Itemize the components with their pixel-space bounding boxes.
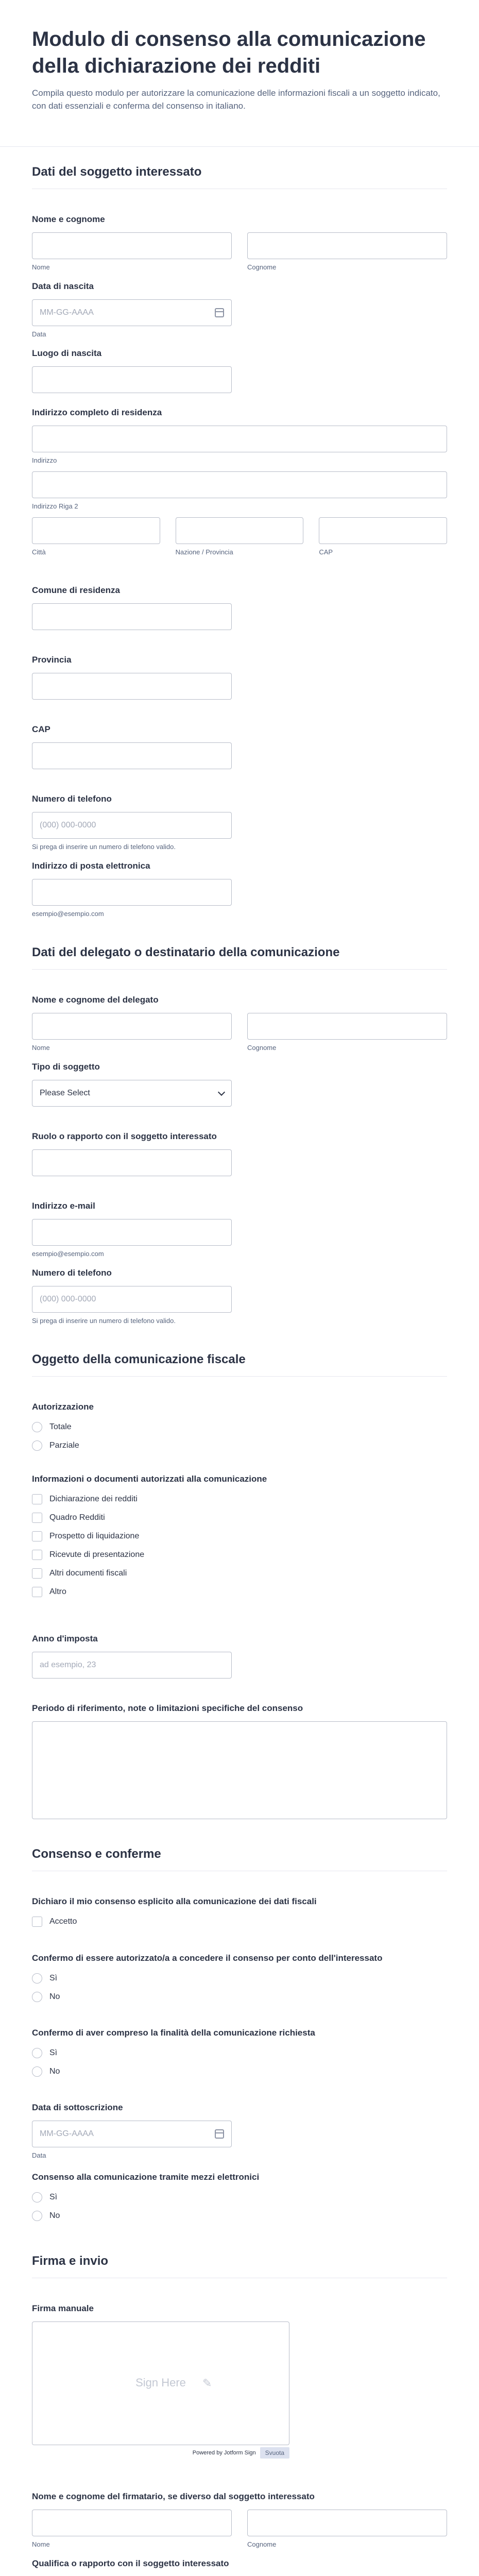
field-label: Consenso alla comunicazione tramite mezzi elettronici	[32, 2172, 260, 2182]
field-label: Nome e cognome del delegato	[32, 995, 159, 1005]
field-sign-date	[32, 2102, 447, 2159]
checkbox-box[interactable]	[32, 1494, 42, 1504]
comune-input[interactable]	[32, 603, 232, 630]
section-fiscal	[32, 1352, 447, 1377]
field-purpose	[32, 2027, 447, 2081]
date-placeholder: MM-GG-AAAA	[40, 2129, 94, 2138]
radio-circle[interactable]	[32, 2211, 42, 2221]
pen-icon: ✎	[202, 2377, 212, 2389]
field-label: Nome e cognome	[32, 214, 105, 224]
tax-year-input[interactable]	[32, 1652, 232, 1679]
field-label: Firma manuale	[32, 2303, 94, 2313]
checkbox-box[interactable]	[32, 1917, 42, 1927]
checkbox-option-accetto[interactable]	[32, 1912, 447, 1931]
radio-option-no[interactable]	[32, 2207, 447, 2225]
radio-option-si[interactable]	[32, 2044, 447, 2062]
year-placeholder: ad esempio, 23	[40, 1660, 96, 1669]
radio-circle[interactable]	[32, 1973, 42, 1984]
clear-signature-button[interactable]: Svuota	[260, 2447, 289, 2459]
signer-last-name-input[interactable]	[247, 2510, 447, 2536]
sublabel: Nazione / Provincia	[175, 548, 233, 556]
option-label: Ricevute di presentazione	[49, 1550, 145, 1559]
sublabel: Indirizzo Riga 2	[32, 502, 78, 510]
field-label: Qualifica o rapporto con il soggetto interessato	[32, 2558, 229, 2568]
field-role	[32, 1131, 447, 1176]
field-period	[32, 1703, 447, 1819]
checkbox-box[interactable]	[32, 1550, 42, 1560]
field-label: Informazioni o documenti autorizzati alla comunicazione	[32, 1474, 267, 1484]
option-label: Sì	[49, 1974, 58, 1982]
option-label: Altro	[49, 1587, 66, 1596]
section-title: Oggetto della comunicazione fiscale	[32, 1352, 447, 1377]
field-authorization	[32, 1401, 447, 1455]
field-label: Dichiaro il mio consenso esplicito alla comunicazione dei dati fiscali	[32, 1896, 317, 1906]
section-consent	[32, 1847, 447, 1871]
option-label: Dichiarazione dei redditi	[49, 1495, 138, 1503]
role-input[interactable]	[32, 1149, 232, 1176]
sublabel: Nome	[32, 2540, 50, 2548]
sublabel: CAP	[319, 548, 333, 556]
checkbox-box[interactable]	[32, 1531, 42, 1541]
checkbox-box[interactable]	[32, 1513, 42, 1523]
radio-circle[interactable]	[32, 1422, 42, 1432]
calendar-icon[interactable]	[215, 308, 224, 317]
signature-pad[interactable]	[32, 2321, 289, 2445]
field-label: Periodo di riferimento, note o limitazioni specifiche del consenso	[32, 1703, 303, 1713]
signature-footer	[32, 2447, 289, 2459]
sublabel: Cognome	[247, 1044, 277, 1052]
option-label: Sì	[49, 2193, 58, 2201]
sublabel: esempio@esempio.com	[32, 1250, 104, 1258]
radio-circle[interactable]	[32, 2048, 42, 2058]
phone-placeholder: (000) 000-0000	[40, 821, 96, 829]
section-delegate	[32, 945, 447, 970]
sublabel: Data	[32, 330, 46, 338]
section-title: Consenso e conferme	[32, 1847, 447, 1871]
checkbox-box[interactable]	[32, 1587, 42, 1597]
field-label: Tipo di soggetto	[32, 1062, 100, 1072]
birthplace-input[interactable]	[32, 366, 232, 393]
field-subject-name	[32, 214, 447, 271]
section-title: Dati del delegato o destinatario della comunicazione	[32, 945, 447, 970]
option-label: No	[49, 2211, 60, 2220]
section-title: Dati del soggetto interessato	[32, 165, 447, 189]
select-value: Please Select	[40, 1089, 90, 1097]
period-textarea[interactable]	[32, 1721, 447, 1819]
field-label: Numero di telefono	[32, 794, 112, 804]
section-title: Firma e invio	[32, 2254, 447, 2278]
radio-option-si[interactable]	[32, 2188, 447, 2207]
sublabel: Si prega di inserire un numero di telefono valido.	[32, 1317, 176, 1325]
form-description: Compila questo modulo per autorizzare la comunicazione delle informazioni fiscali a un soggetto indicato, con dati essenziali e conferma del consenso in italiano.	[32, 88, 440, 111]
provincia-input[interactable]	[32, 673, 232, 700]
phone-placeholder: (000) 000-0000	[40, 1295, 96, 1303]
section-subject	[32, 165, 447, 189]
field-address	[32, 407, 447, 556]
phone-input[interactable]	[32, 812, 232, 839]
sublabel: Data	[32, 2151, 46, 2159]
checkbox-option[interactable]	[32, 1564, 447, 1583]
field-label: Luogo di nascita	[32, 348, 102, 358]
field-label: CAP	[32, 724, 50, 734]
field-provincia	[32, 654, 447, 700]
checkbox-option[interactable]	[32, 1527, 447, 1546]
form-header	[0, 0, 479, 147]
delegate-first-name-input[interactable]	[32, 1013, 232, 1040]
sublabel: Indirizzo	[32, 456, 57, 464]
option-label: Quadro Redditi	[49, 1513, 105, 1522]
field-electronic	[32, 2172, 447, 2225]
radio-option-si[interactable]	[32, 1969, 447, 1988]
checkbox-option[interactable]	[32, 1509, 447, 1527]
state-input[interactable]	[176, 517, 304, 544]
sublabel: Cognome	[247, 2540, 277, 2548]
email-input[interactable]	[32, 879, 232, 906]
calendar-icon[interactable]	[215, 2129, 224, 2139]
subject-type-select[interactable]	[32, 1080, 232, 1107]
option-label: No	[49, 2067, 60, 2076]
option-label: Totale	[49, 1422, 72, 1431]
radio-circle[interactable]	[32, 1992, 42, 2002]
delegate-last-name-input[interactable]	[247, 1013, 447, 1040]
field-label: Autorizzazione	[32, 1402, 94, 1412]
delegate-email-input[interactable]	[32, 1219, 232, 1246]
powered-by-text: Powered by Jotform Sign	[192, 2450, 256, 2456]
checkbox-option[interactable]	[32, 1546, 447, 1564]
option-label: Prospetto di liquidazione	[49, 1532, 140, 1540]
last-name-input[interactable]	[247, 232, 447, 259]
first-name-input[interactable]	[32, 232, 232, 259]
field-label: Numero di telefono	[32, 1268, 112, 1278]
field-label: Confermo di aver compreso la finalità della comunicazione richiesta	[32, 2028, 315, 2038]
signature-placeholder: Sign Here	[135, 2376, 186, 2389]
option-label: Sì	[49, 2048, 58, 2057]
section-signature	[32, 2254, 447, 2278]
dob-placeholder: MM-GG-AAAA	[40, 308, 94, 317]
field-label: Ruolo o rapporto con il soggetto interessato	[32, 1131, 217, 1141]
field-delegate-email	[32, 1200, 447, 1258]
field-tax-year	[32, 1633, 447, 1679]
sublabel: Città	[32, 548, 46, 556]
field-signer-name	[32, 2491, 447, 2548]
checkbox-option[interactable]	[32, 1583, 447, 1601]
field-email	[32, 860, 447, 918]
radio-option-no[interactable]	[32, 2062, 447, 2081]
option-label: No	[49, 1992, 60, 2001]
sublabel: Cognome	[247, 263, 277, 271]
option-label: Parziale	[49, 1441, 79, 1450]
sublabel: Nome	[32, 263, 50, 271]
field-delegate-phone	[32, 1267, 447, 1325]
address-line2-input[interactable]	[32, 471, 447, 498]
field-label: Provincia	[32, 655, 72, 665]
radio-circle[interactable]	[32, 2192, 42, 2202]
checkbox-box[interactable]	[32, 1568, 42, 1579]
field-birthplace	[32, 348, 447, 393]
signer-first-name-input[interactable]	[32, 2510, 232, 2536]
field-label: Confermo di essere autorizzato/a a concedere il consenso per conto dell'interessato	[32, 1953, 383, 1963]
field-phone	[32, 793, 447, 851]
address-line1-input[interactable]	[32, 426, 447, 452]
city-input[interactable]	[32, 517, 160, 544]
form-title: Modulo di consenso alla comunicazione della dichiarazione dei redditi	[32, 28, 426, 77]
sign-date-input[interactable]	[32, 2121, 232, 2147]
radio-option-parziale[interactable]	[32, 1436, 447, 1455]
radio-option-no[interactable]	[32, 1988, 447, 2006]
radio-circle[interactable]	[32, 2066, 42, 2077]
chevron-down-icon	[218, 1089, 225, 1096]
delegate-phone-input[interactable]	[32, 1286, 232, 1313]
checkbox-option[interactable]	[32, 1490, 447, 1509]
field-label: Indirizzo e-mail	[32, 1201, 95, 1211]
field-signature	[32, 2303, 447, 2459]
field-label: Comune di residenza	[32, 585, 120, 595]
field-subject-type	[32, 1061, 447, 1107]
option-label: Accetto	[49, 1917, 77, 1926]
field-label: Data di sottoscrizione	[32, 2103, 123, 2112]
radio-option-totale[interactable]	[32, 1418, 447, 1436]
field-cap	[32, 724, 447, 769]
sublabel: Nome	[32, 1044, 50, 1052]
field-dob	[32, 281, 447, 338]
field-delegate-name	[32, 994, 447, 1052]
option-label: Altri documenti fiscali	[49, 1569, 127, 1578]
field-comune	[32, 585, 447, 630]
radio-circle[interactable]	[32, 1440, 42, 1451]
sublabel: esempio@esempio.com	[32, 910, 104, 918]
zip-input[interactable]	[319, 517, 447, 544]
field-documents	[32, 1473, 447, 1601]
field-label: Data di nascita	[32, 281, 94, 291]
dob-input[interactable]	[32, 299, 232, 326]
field-qualifica	[32, 2558, 447, 2576]
field-label: Indirizzo di posta elettronica	[32, 861, 150, 871]
field-label: Anno d'imposta	[32, 1634, 98, 1643]
field-label: Indirizzo completo di residenza	[32, 408, 162, 417]
field-label: Nome e cognome del firmatario, se diverso dal soggetto interessato	[32, 2492, 315, 2501]
field-authorized	[32, 1953, 447, 2006]
cap-input[interactable]	[32, 742, 232, 769]
sublabel: Si prega di inserire un numero di telefono valido.	[32, 843, 176, 851]
field-consent	[32, 1896, 447, 1931]
